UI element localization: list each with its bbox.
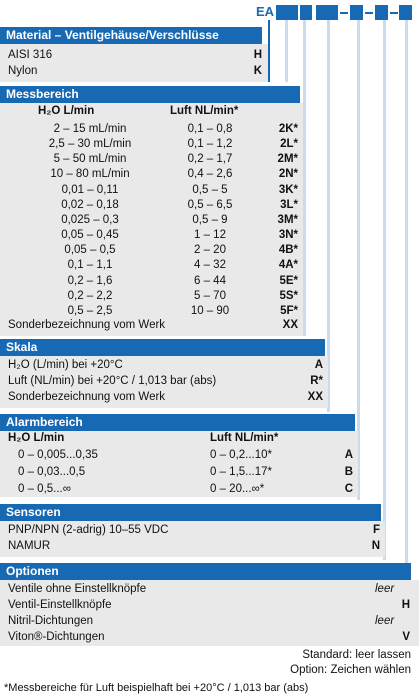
material-row: Nylon	[8, 65, 38, 77]
messbereich-air: 0,2 – 1,7	[187, 153, 233, 166]
messbereich-water: 0,1 – 1,1	[67, 259, 113, 272]
optionen-code: V	[402, 631, 410, 643]
code-box-3	[316, 5, 338, 20]
messbereich-header: Messbereich	[0, 86, 300, 103]
connector-6	[383, 20, 386, 560]
alarmbereich-air: 0 – 1,5...17*	[210, 466, 273, 478]
skala-row: H₂O (L/min) bei +20°C	[8, 359, 123, 371]
optionen-row: Viton®-Dichtungen	[8, 631, 105, 643]
messbereich-code: 3K*	[278, 183, 298, 196]
sensoren-code: N	[371, 540, 380, 552]
messbereich-water: 0,2 – 1,6	[67, 274, 113, 287]
messbereich-water: 0,05 – 0,45	[61, 229, 119, 242]
messbereich-special-code: XX	[282, 319, 298, 331]
connector-3	[303, 20, 306, 336]
alarmbereich-water: 0 – 0,5...∞	[18, 483, 71, 495]
sensoren-code: F	[372, 524, 380, 536]
messbereich-air: 6 – 44	[194, 274, 226, 287]
messbereich-air: 0,5 – 9	[192, 213, 228, 226]
skala-code: XX	[307, 391, 323, 403]
messbereich-code: 2N*	[278, 168, 298, 181]
option-note: Option: Zeichen wählen	[290, 664, 411, 676]
alarmbereich-code: A	[344, 449, 353, 461]
messbereich-water: 0,025 – 0,3	[61, 213, 119, 226]
alarmbereich-air: 0 – 0,2...10*	[210, 449, 273, 461]
messbereich-code: 4A*	[278, 259, 298, 272]
alarmbereich-header: Alarmbereich	[0, 414, 355, 431]
alarmbereich-col-air: Luft NL/min*	[210, 432, 279, 444]
messbereich-water: 2,5 – 30 mL/min	[48, 138, 132, 151]
messbereich-air: 4 – 32	[194, 259, 226, 272]
messbereich-water: 0,2 – 2,2	[67, 289, 113, 302]
skala-header: Skala	[0, 339, 325, 356]
connector-7	[405, 20, 408, 575]
alarmbereich-water: 0 – 0,005...0,35	[18, 449, 98, 461]
messbereich-air: 1 – 12	[194, 229, 226, 242]
connector-5	[357, 20, 360, 500]
alarmbereich-water: 0 – 0,03...0,5	[18, 466, 86, 478]
messbereich-water: 5 – 50 mL/min	[53, 153, 127, 166]
code-box-1	[276, 5, 298, 20]
skala-code: R*	[310, 375, 323, 387]
code-prefix: EA	[256, 4, 275, 19]
connector-4	[327, 20, 330, 412]
sensoren-header: Sensoren	[0, 504, 381, 521]
messbereich-air: 0,5 – 6,5	[187, 198, 233, 211]
code-dash	[303, 12, 311, 14]
alarmbereich-code: B	[344, 466, 353, 478]
optionen-row: Ventil-Einstellknöpfe	[8, 599, 112, 611]
messbereich-col-water: H₂O L/min	[38, 105, 95, 117]
messbereich-code: 3M*	[277, 213, 298, 226]
material-row: AISI 316	[8, 49, 53, 61]
messbereich-code: 5S*	[279, 289, 298, 302]
code-dash	[365, 12, 373, 14]
messbereich-water: 0,02 – 0,18	[61, 198, 119, 211]
messbereich-air: 2 – 20	[194, 244, 226, 257]
skala-row: Sonderbezeichnung vom Werk	[8, 391, 166, 403]
messbereich-air: 0,1 – 1,2	[187, 138, 233, 151]
optionen-code-leer: leer	[375, 615, 395, 627]
optionen-row: Nitril-Dichtungen	[8, 615, 94, 627]
messbereich-code: 3N*	[278, 229, 298, 242]
code-dash	[340, 12, 348, 14]
code-box-4	[350, 5, 363, 20]
skala-code: A	[314, 359, 323, 371]
standard-note: Standard: leer lassen	[302, 649, 411, 661]
messbereich-air: 5 – 70	[194, 289, 226, 302]
messbereich-water: 10 – 80 mL/min	[50, 168, 130, 181]
code-dash	[390, 12, 398, 14]
messbereich-air: 0,4 – 2,6	[187, 168, 233, 181]
messbereich-code: 5F*	[280, 304, 298, 317]
material-header: Material – Ventilgehäuse/Verschlüsse	[0, 27, 262, 44]
messbereich-water: 0,05 – 0,5	[64, 244, 116, 257]
optionen-code-leer: leer	[375, 583, 395, 595]
footnote: *Messbereiche für Luft beispielhaft bei +20°C / 1,013 bar (abs)	[4, 682, 309, 694]
messbereich-water: 2 – 15 mL/min	[53, 123, 127, 135]
messbereich-air: 0,1 – 0,8	[187, 123, 233, 135]
material-connector	[268, 20, 270, 82]
material-code: H	[253, 49, 262, 61]
messbereich-code: 2M*	[277, 153, 298, 166]
optionen-row: Ventile ohne Einstellknöpfe	[8, 583, 147, 595]
optionen-header: Optionen	[0, 563, 411, 580]
messbereich-code: 5E*	[279, 274, 298, 287]
messbereich-water: 0,01 – 0,11	[61, 183, 119, 196]
messbereich-code: 2K*	[278, 123, 298, 135]
messbereich-special: Sonderbezeichnung vom Werk	[8, 319, 166, 331]
skala-row: Luft (NL/min) bei +20°C / 1,013 bar (abs)	[8, 375, 217, 387]
alarmbereich-code: C	[344, 483, 353, 495]
sensoren-row: NAMUR	[8, 540, 51, 552]
messbereich-code: 2L*	[280, 138, 298, 151]
alarmbereich-air: 0 – 20...∞*	[210, 483, 265, 495]
messbereich-air: 10 – 90	[190, 304, 230, 317]
connector-2	[285, 20, 288, 82]
alarmbereich-col-water: H₂O L/min	[8, 432, 65, 444]
code-box-5	[375, 5, 388, 20]
messbereich-air: 0,5 – 5	[192, 183, 228, 196]
messbereich-code: 4B*	[278, 244, 298, 257]
messbereich-water: 0,5 – 2,5	[67, 304, 113, 317]
messbereich-code: 3L*	[280, 198, 298, 211]
optionen-code: H	[401, 599, 410, 611]
sensoren-row: PNP/NPN (2-adrig) 10–55 VDC	[8, 524, 169, 536]
code-box-6	[399, 5, 412, 20]
messbereich-col-air: Luft NL/min*	[170, 105, 239, 117]
material-code: K	[253, 65, 262, 77]
